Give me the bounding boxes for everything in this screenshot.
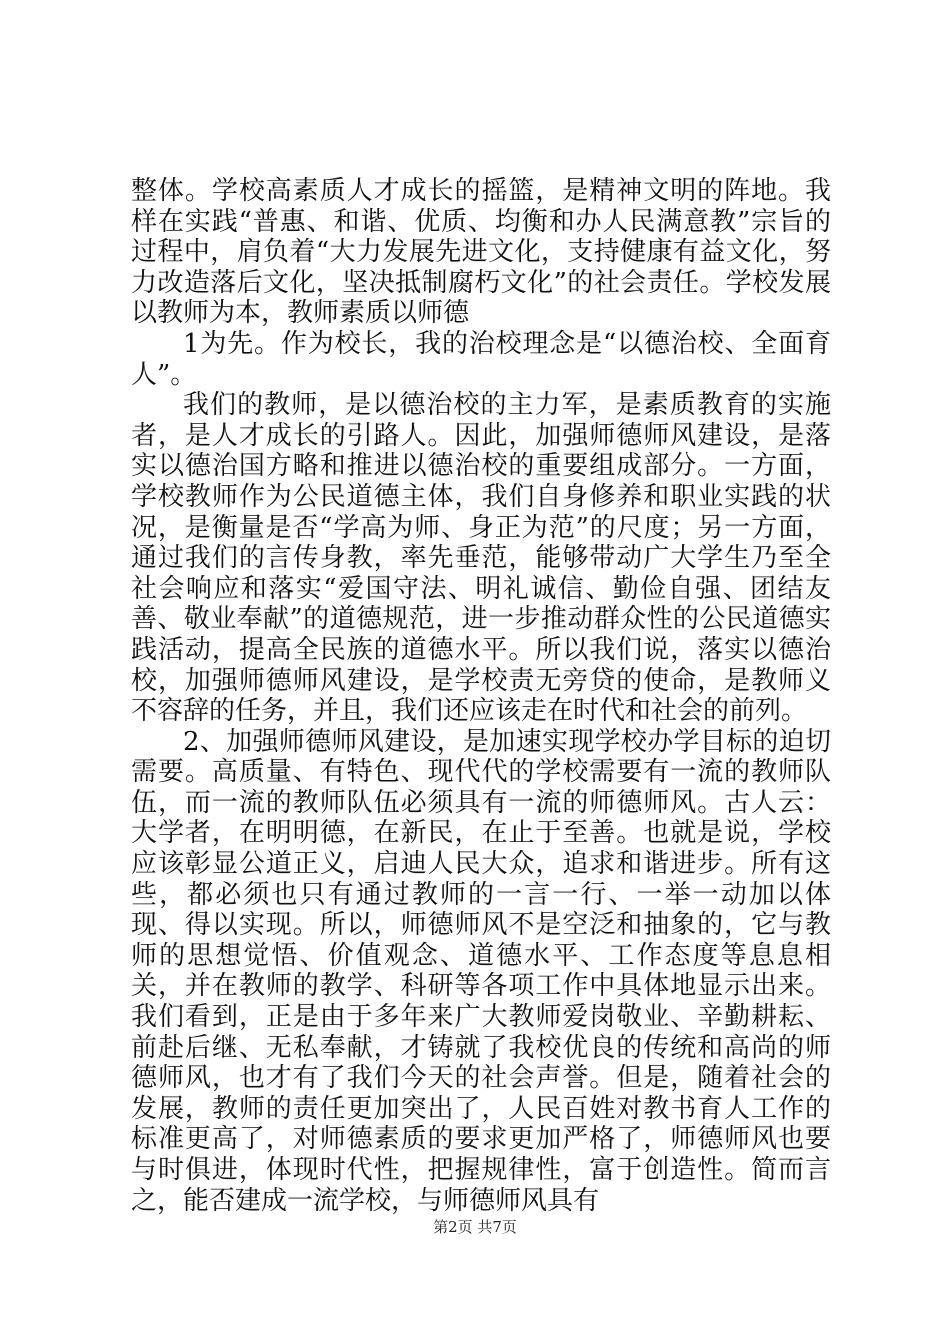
document-body [131,176,831,1216]
paragraph-1: 整体。学校高素质人才成长的摇篮，是精神文明的阵地。我样在实践“普惠、和谐、优质、均衡和办人民满意教”宗旨的过程中，肩负着“大力发展先进文化，支持健康有益文化，努力改造落后文化，坚决抵制腐朽文化”的社会责任。学校发展以教师为本，教师素质以师德 [131,176,831,329]
paragraph-2: 1为先。作为校长，我的治校理念是“以德治校、全面育人”。 [131,328,831,390]
paragraph-3: 我们的教师，是以德治校的主力军，是素质教育的实施者，是人才成长的引路人。因此，加强师德师风建设，是落实以德治国方略和推进以德治校的重要组成部分。一方面，学校教师作为公民道德主体，我们自身修养和职业实践的状况，是衡量是否“学高为师、身正为范”的尺度；另一方面，通过我们的言传身教，率先垂范，能够带动广大学生乃至全社会响应和落实“爱国守法、明礼诚信、勤俭自强、团结友善、敬业奉献”的道德规范，进一步推动群众性的公民道德实践活动，提高全民族的道德水平。所以我们说，落实以德治校，加强师德师风建设，是学校责无旁贷的使命，是教师义不容辞的任务，并且，我们还应该走在时代和社会的前列。 [131,390,831,727]
page-number-footer: 第2页 共7页 [433,1218,517,1236]
paragraph-4: 2、加强师德师风建设，是加速实现学校办学目标的迫切需要。高质量、有特色、现代代的学校需要有一流的教师队伍，而一流的教师队伍必须具有一流的师德师风。古人云：大学者，在明明德，在新民，在止于至善。也就是说，学校应该彰显公道正义，启迪人民大众，追求和谐进步。所有这些，都必须也只有通过教师的一言一行、一举一动加以体现、得以实现。所以，师德师风不是空泛和抽象的，它与教师的思想觉悟、价值观念、道德水平、工作态度等息息相关，并在教师的教学、科研等各项工作中具体地显示出来。我们看到，正是由于多年来广大教师爱岗敬业、辛勤耕耘、前赴后继、无私奉献，才铸就了我校优良的传统和高尚的师德师风，也才有了我们今天的社会声誉。但是，随着社会的发展，教师的责任更加突出了，人民百姓对教书育人工作的标准更高了，对师德素质的要求更加严格了，师德师风也要与时俱进，体现时代性，把握规律性，富于创造性。简而言之，能否建成一流学校，与师德师风具有 [131,726,831,1216]
